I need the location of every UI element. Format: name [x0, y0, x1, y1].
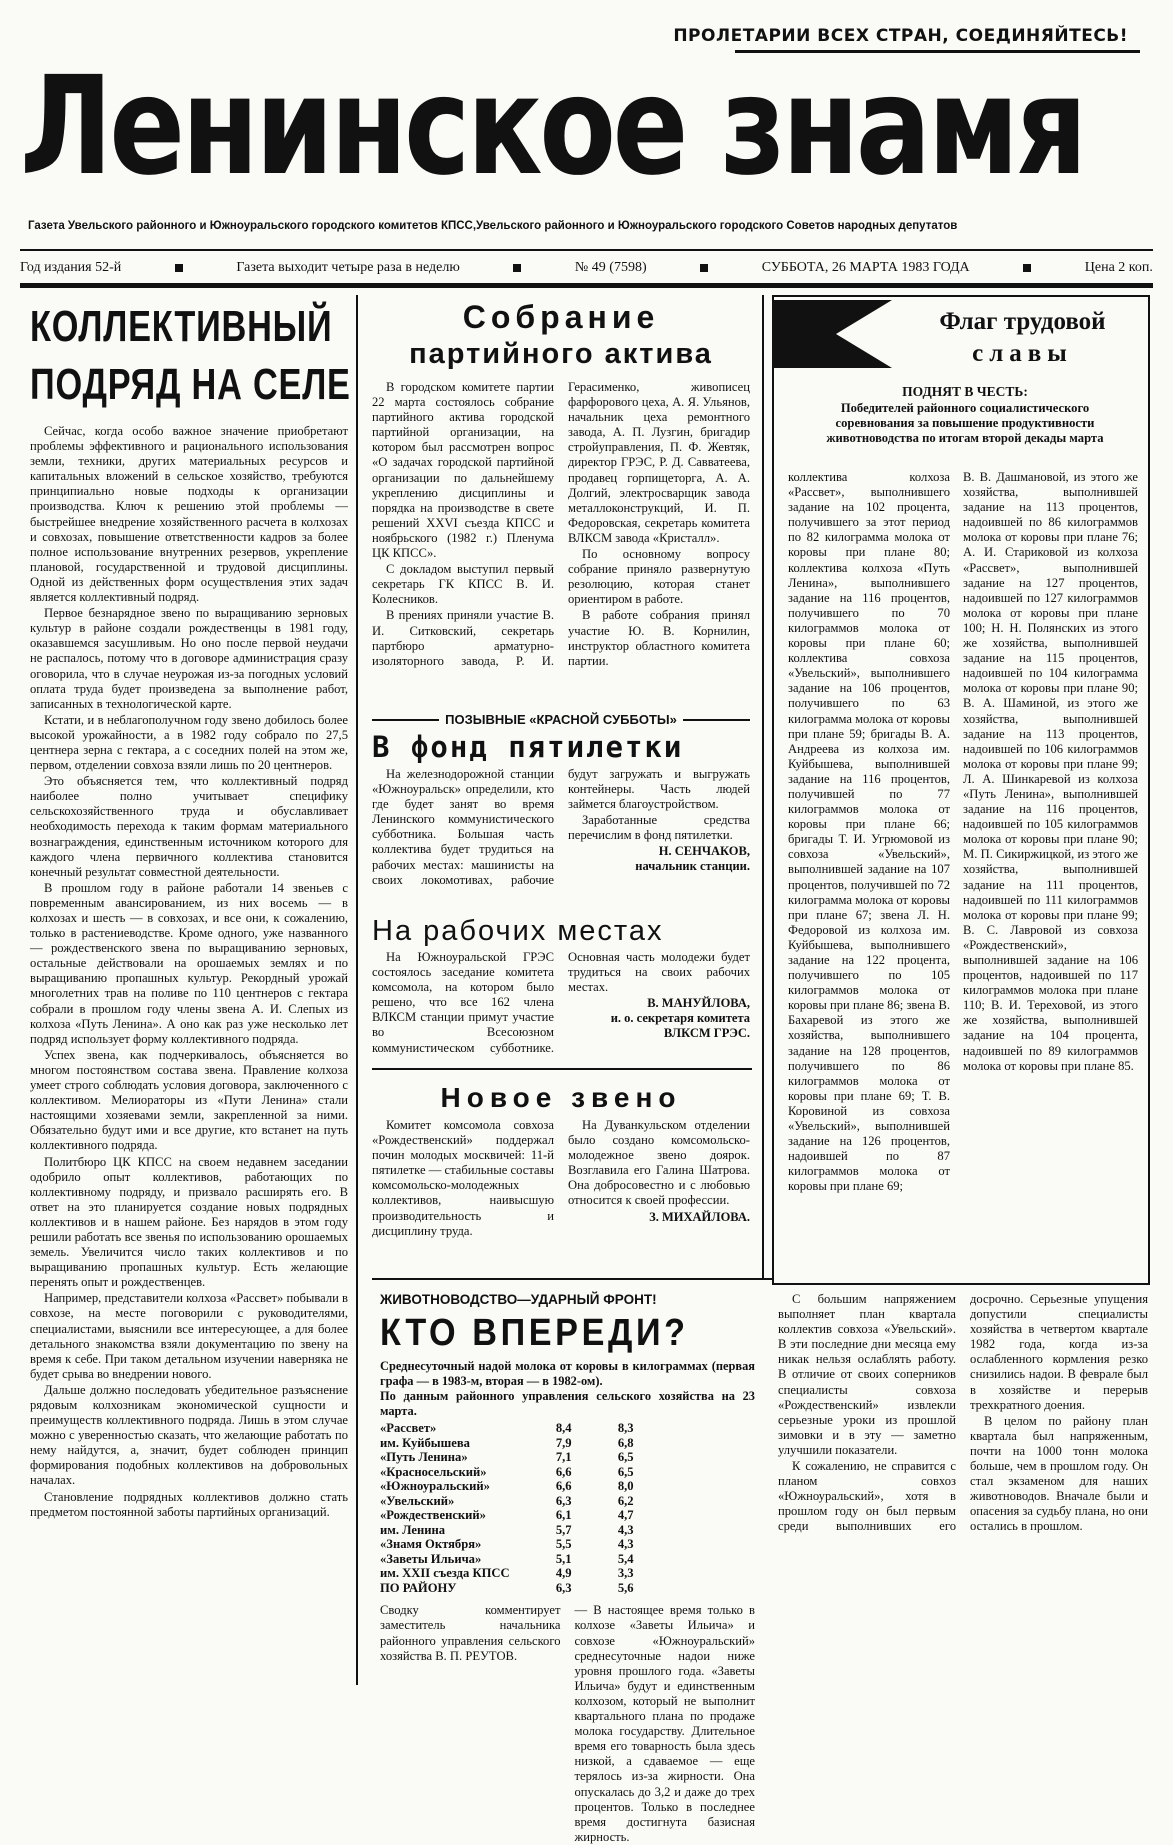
paragraph: К сожалению, не справится с планом совхоз «Южноуральский», хотя в прошлом году он был первым среди выполнивших его досрочно. Серьезные упущения допустили специалисты хозяйства в четвертом квартале 1982 года, когда из-за ослабленного кормления резко снизились надои. В феврале был в хозяйстве и перерыв трехкратного доения.	[778, 1292, 1148, 1534]
year-of-issue: Год издания 52-й	[20, 260, 122, 275]
article-body	[372, 767, 750, 888]
paragraph: Это объясняется тем, что коллективный подряд наиболее полно учитывает специфику сельскохозяйственного труда и обуславливает необходимость перехода к таким формам материального вознаграждения, единственным источником которого для каждого члена первичного коллектива становится конечный результат совместной деятельности.	[30, 774, 348, 879]
paragraph: Например, представители колхоза «Рассвет» побывали в совхозе, на месте поговорили с руководителями, специалистами, выяснили все интересующее, а для более детального знакомства взяли документацию по звену на время к себе. При таком детальном изучении наверняка не будет срыва во внедрении нового.	[30, 1291, 348, 1381]
paragraph: Первое безнарядное звено по выращиванию зерновых культур в районе создали рождественцы в 1981 году, оказавшемся засушливым. Но оно после первой неудачи не распалось, потому что в договоре администрация сразу оговорила, что в случае неурожая из-за погодных условий оплата труда будет произведена за выполнение работ, записанных в технологической карте.	[30, 606, 348, 711]
rubric-vperedi: ЖИВОТНОВОДСТВО—УДАРНЫЙ ФРОНТ!	[380, 1292, 657, 1307]
section-subbotnik	[372, 712, 750, 907]
paragraph: На Южноуральской ГРЭС состоялось заседание комитета комсомола, на котором было решено, что все 162 члена ВЛКСМ станции примут участие во Всесоюзном коммунистическом субботнике. Основная часть молодежи будет трудиться на своих рабочих местах.	[372, 950, 750, 1055]
paragraph: По основному вопросу собрание приняло развернутую резолюцию, которая станет ориентиром в работе.	[568, 547, 750, 607]
table-row	[380, 1523, 634, 1538]
signature-name: В. МАНУЙЛОВА,	[647, 996, 750, 1011]
yield-1982: 6,2	[617, 1493, 634, 1508]
paragraph: Сейчас, когда особо важное значение приобретают проблемы эффективного и рационального использования земли, техники, других материальных ресурсов и капитальных вложений в сельское хозяйство, требуются принципиально новые подходы к организации производства. Ключ к решению этой проблемы — быстрейшее внедрение хозяйственного расчета в колхозах и совхозах, повышение ответственности кадров за более полное использование внутренних резервов, укрепление плановой, государственной и трудовой дисциплины. Одной из действенных форм осуществления этих задач является коллективный подряд.	[30, 424, 348, 605]
paragraph: Дальше должно последовать убедительное разъяснение рядовым колхозникам экономической сущности и преимуществ коллективного подряда. Лишь в этом случае можно с уверенностью сказать, что желающие работать по нему найдутся, а, значит, будет соблюден принцип формирования подобных коллективов на добровольных началах.	[30, 1382, 348, 1488]
table-row	[380, 1479, 634, 1494]
section-rule	[372, 1278, 772, 1280]
flag-icon	[774, 298, 894, 370]
yield-1982: 5,6	[617, 1580, 634, 1595]
headline-sobranie-2: партийного актива	[409, 338, 713, 370]
yield-1982: 6,5	[617, 1450, 634, 1465]
farm-name: «Рождественский»	[380, 1508, 486, 1523]
yield-1983: 5,5	[555, 1537, 572, 1552]
info-bar	[20, 257, 1153, 279]
yield-1982: 3,3	[617, 1566, 634, 1581]
comment-start: — В настоящее время только в колхозе «Заветы Ильича» и совхозе «Южноуральский» среднесуточные надои ниже уровня прошлого года. «Заветы Ильича» будут и единственным колхозом, который не выполнит квартального плана по продаже молока государству. Длительное время его товарность была здесь низкой, а сдаваемое — еще терялось из-за жирности. Она опускалась до 3,2 и даже до трех процентов. Только в последнее время достигнута базисная жирность.	[574, 1603, 755, 1844]
article-body	[372, 950, 750, 1056]
yield-1982: 6,5	[617, 1464, 634, 1479]
farm-name: «Знамя Октября»	[380, 1537, 482, 1552]
section-rule	[372, 1068, 752, 1070]
signature-title: и. о. секретаря комитета ВЛКСМ ГРЭС.	[610, 1011, 750, 1041]
column-divider	[762, 295, 764, 1280]
paragraph: Политбюро ЦК КПСС на своем недавнем заседании одобрило опыт коллективов, работающих по коллективному подряду, и призвало расширять его. В ответ на это планируется создание новых подрядных коллективов и в нашем районе. Без нарядов в этом году решили работать все звенья по использованию орошаемых земель. Увеличится число таких коллективов и по выращиванию пропашных культур. Есть желающие перенять опыт и рождественцев.	[30, 1154, 348, 1290]
table-row	[380, 1450, 634, 1465]
article-vperedi	[380, 1292, 755, 1844]
paragraph: Кстати, и в неблагополучном году звено добилось более высокой урожайности, а в 1982 году собрало по 27,5 центнера зерна с гектара, а с соседних полей на этом же, первом, отделении совхоза взяли лишь по 20 центнеров.	[30, 712, 348, 773]
square-bullet-icon	[1023, 264, 1031, 272]
yield-1982: 5,4	[617, 1551, 634, 1566]
article-sobranie	[372, 298, 750, 708]
issue-number: № 49 (7598)	[574, 260, 647, 275]
yield-1982: 4,3	[617, 1537, 634, 1552]
farm-name: «Южноуральский»	[380, 1479, 490, 1494]
headline-rabochie: На рабочих местах	[372, 915, 664, 947]
farm-name: им. Ленина	[380, 1522, 446, 1537]
yield-1982: 8,3	[617, 1421, 634, 1436]
yield-1982: 4,3	[617, 1522, 634, 1537]
paragraph: Заработанные средства перечислим в фонд пятилетки.	[568, 813, 750, 843]
table-row	[380, 1581, 634, 1596]
article-vperedi-continued	[778, 1292, 1148, 1692]
yield-1982: 6,8	[617, 1435, 634, 1450]
masthead-subtitle: Газета Увельского районного и Южноуральского городского комитетов КПСС,Увельского районного и Южноуральского городского Советов народных депутатов	[28, 220, 958, 232]
frequency: Газета выходит четыре раза в неделю	[236, 260, 460, 275]
signature-title: начальник станции.	[635, 859, 750, 874]
header-rule-bottom	[20, 283, 1153, 288]
farm-name: им. XXII съезда КПСС	[380, 1566, 510, 1581]
farm-name: «Заветы Ильича»	[380, 1551, 482, 1566]
paragraph: На железнодорожной станции «Южноуральск» определили, кто где будет занят во время Ленинского коммунистического субботника. Большая часть коллектива будет трудиться на рабочих местах: машинисты на своих локомотивах, рабочие будут загружать и выгружать контейнеры. Часть людей займется благоустройством.	[372, 767, 750, 887]
issue-date: СУББОТА, 26 МАРТА 1983 ГОДА	[761, 260, 970, 275]
signature-name: З. МИХАЙЛОВА.	[649, 1209, 750, 1224]
paragraph: Комитет комсомола совхоза «Рождественский» поддержал почин молодых москвичей: 11-й пятилетке — стабильные составы комсомольско-молодежных коллективов, наивысшую производительность и дисциплину труда.	[372, 1118, 554, 1238]
headline-vperedi: КТО ВПЕРЕДИ?	[380, 1312, 689, 1354]
table-row	[380, 1566, 634, 1581]
table-row	[380, 1537, 634, 1552]
article-body	[372, 380, 750, 669]
headline-fond: В фонд пятилетки	[372, 730, 684, 764]
article-podryad	[30, 298, 351, 1693]
table-row	[380, 1494, 634, 1509]
article-zveno	[372, 1078, 750, 1273]
article-body	[30, 424, 348, 1520]
yield-1983: 6,3	[555, 1580, 572, 1595]
header-rule-top	[20, 249, 1153, 251]
paragraph: Становление подрядных коллективов должно стать предметом постоянной заботы партийных организаций.	[30, 1489, 348, 1519]
paragraph: В прошлом году в районе работали 14 звеньев с повременным авансированием, из них восемь — в колхозах и шесть — в совхозах, и все они, к сожалению, только в растениеводстве. Кроме одного, уже названного — рождественского звена по выращиванию зерновых, остальные действовали на орошаемых землях и по выращиванию пропашных культур. Рекордный урожай многолетних трав на поливе по 110 центнеров с гектара собрали в прошлом году члены звена А. И. Слепых из колхоза «Путь Ленина». А оно как раз уже несколько лет подряд использует форму коллективного подряда.	[30, 880, 348, 1046]
masthead: Ленинское знамя	[20, 48, 1085, 206]
yield-1983: 5,7	[555, 1522, 572, 1537]
farm-name: «Путь Ленина»	[380, 1450, 468, 1465]
farm-name: «Красносельский»	[380, 1464, 487, 1479]
yield-1983: 7,9	[555, 1435, 572, 1450]
flag-intro: Победителей районного социалистического соревнования за повышение продуктивности животноводства по итогам второй декады марта	[826, 401, 1104, 445]
farm-name: «Рассвет»	[380, 1421, 437, 1436]
headline-flag-2: славы	[972, 340, 1073, 367]
flag-headline-block	[900, 306, 1145, 386]
square-bullet-icon	[700, 264, 708, 272]
table-row	[380, 1508, 634, 1523]
yield-1983: 6,6	[555, 1464, 572, 1479]
paragraph: Успех звена, как подчеркивалось, объясняется во многом постоянством состава звена. Правление колхоза умеет строго соблюдать условия договора, заключенного с коллективом. Мелиораторы из «Пути Ленина» стали настоящими хозяевами земли, закрепленной за ними. Обязательно будут ими и все другие, кто встанет на путь коллективного подряда.	[30, 1047, 348, 1153]
paragraph: В городском комитете партии 22 марта состоялось собрание партийного актива городской партийной организации, на котором был рассмотрен вопрос «О задачах городской партийной организации по дальнейшему укреплению дисциплины и порядка на производстве в свете решений XXVI съезда КПСС и ноябрьского (1982 г.) Пленума ЦК КПСС».	[372, 380, 554, 561]
column-divider	[356, 295, 358, 1685]
article-body	[372, 1118, 750, 1239]
flag-intro-block	[800, 384, 1130, 479]
table-row	[380, 1421, 634, 1436]
rubric-subbotnik: ПОЗЫВНЫЕ «КРАСНОЙ СУББОТЫ»	[445, 712, 677, 727]
paragraph: В прениях приняли участие В. И. Ситковский, секретарь партбюро арматурно-изоляторного завода, Р. И. Герасименко, живописец фарфорового цеха, А. Я. Ульянов, начальник цеха ремонтного завода, А. П. Лузгин, бригадир стройуправления, П. Ф. Жевтяк, директор ГРЭС, Р. Д. Савватеева, продавец горпищеторга, А. А. Долгий, электросварщик завода металлоконструкций, И. П. Федоровская, секретарь комитета ВЛКСМ завода «Кристалл».	[372, 380, 750, 668]
farm-name: «Увельский»	[380, 1493, 455, 1508]
paragraph: С большим напряжением выполняет план квартала коллектив совхоза «Увельский». В эти последние дни месяца ему никак нельзя ослаблять работу. В отличие от своих соперников специалисты совхоза «Рождественский» извлекли серьезные уроки из прошлой зимовки и в эту — заметно улучшили показатели.	[778, 1292, 956, 1457]
table-source: По данным районного управления сельского хозяйства на 23 марта.	[380, 1389, 755, 1419]
table-intro: Среднесуточный надой молока от коровы в килограммах (первая графа — в 1983-м, вторая — в 1982-ом).	[380, 1359, 755, 1389]
yield-1983: 4,9	[555, 1566, 572, 1581]
paragraph: С докладом выступил первый секретарь ГК КПСС В. И. Колесников.	[372, 562, 554, 607]
paragraph: В работе собрания принял участие Ю. В. Корнилин, инструктор областного комитета партии.	[568, 608, 750, 668]
square-bullet-icon	[175, 264, 183, 272]
farm-name: им. Куйбышева	[380, 1435, 470, 1450]
yield-1983: 6,1	[555, 1508, 572, 1523]
motto: ПРОЛЕТАРИИ ВСЕХ СТРАН, СОЕДИНЯЙТЕСЬ!	[673, 26, 1128, 46]
table-row	[380, 1465, 634, 1480]
yield-1982: 4,7	[617, 1508, 634, 1523]
milk-yield-table	[380, 1421, 634, 1595]
signature-name: Н. СЕНЧАКОВ,	[658, 844, 750, 859]
yield-1983: 8,4	[555, 1421, 572, 1436]
flag-list-left: коллектива колхоза «Рассвет», выполнившего задание на 102 процента, получившего за этот период по 82 килограмма молока от коровы при плане 80; коллектива колхоза «Путь Ленина», выполнившего задание на 116 процентов, получившего по 70 килограммов молока от коровы при плане 60; коллектива совхоза «Увельский», выполнившего задание на 106 процентов, получившего по 63 килограмма молока от коровы при плане 59; бригады В. А. Андреева из колхоза им. Куйбышева, выполнившей задание на 116 процентов, получившей по 77 килограммов молока от коровы при плане 66; бригады Т. И. Угрюмовой из совхоза «Увельский», выполнившей задание на 107 процентов, получившей по 72 килограмма молока от коровы при плане 67; звена Л. Н. Федоровой из колхоза им. Куйбышева, выполнившего задание на 122 процента, получившего по 105 килограммов молока от коровы при плане 86; звена В. Бахаревой из этого же хозяйства, выполнившего задание на 128 процентов, получившего по 86 килограммов молока от коровы при плане 69; Т. В. Коровиной из совхоза «Увельский», выполнившей задание на 126 процентов, надоившей по 87 килограммов молока от коровы при плане 69;	[788, 470, 950, 1194]
comment-intro: Сводку комментирует заместитель начальника районного управления сельского хозяйства В. П. РЕУТОВ.	[380, 1603, 561, 1663]
headline-flag-1: Флаг трудовой	[939, 308, 1106, 335]
article-rabochie	[372, 912, 750, 1062]
headline-zveno: Новое звено	[440, 1082, 682, 1113]
price: Цена 2 коп.	[1084, 260, 1153, 275]
yield-1983: 7,1	[555, 1450, 572, 1465]
table-row	[380, 1552, 634, 1567]
square-bullet-icon	[513, 264, 521, 272]
headline-sobranie-1: Собрание	[462, 299, 660, 335]
headline-podryad-1: КОЛЛЕКТИВНЫЙ	[30, 302, 333, 351]
table-row	[380, 1436, 634, 1451]
farm-name: ПО РАЙОНУ	[380, 1580, 457, 1595]
flag-list-right: В. В. Дашмановой, из этого же хозяйства, выполнившей задание на 113 процентов, надоившей по 86 килограммов молока от коровы при плане 76; А. И. Стариковой из колхоза «Рассвет», выполнившей задание на 127 процентов, надоившей по 127 килограммов молока от коровы при плане 100; Н. Н. Полянских из этого же хозяйства, выполнившей задание на 115 процентов, надоившей по 104 килограмма молока от коровы при плане 90; В. А. Шаминой, из этого же хозяйства, выполнившей задание на 113 процентов, надоившей по 106 килограммов молока от коровы при плане 99; Л. А. Шинкаревой из колхоза «Путь Ленина», выполнившей задание на 116 процентов, надоившей по 105 килограммов молока от коровы при плане 90; М. П. Сикиржицкой, из этого же хозяйства, выполнившей задание на 111 процентов, надоившей по 111 килограммов молока от коровы при плане 99; В. С. Лавровой из совхоза «Рождественский», выполнившей задание на 106 процентов, надоившей по 117 килограммов молока при плане 110; В. И. Тереховой, из этого же хозяйства, выполнившей задание на 104 процента, надоившей по 89 килограммов молока от коровы при плане 85.	[963, 470, 1138, 1073]
yield-1983: 5,1	[555, 1551, 572, 1566]
paragraph: В целом по району план квартала был напряженным, почти на 1000 тонн молока больше, чем в прошлом году. Он стал экзаменом для наших животноводов. Вначале были и опасения за судьбу плана, но они остались в прошлом.	[970, 1413, 1148, 1534]
yield-1983: 6,6	[555, 1479, 572, 1494]
flag-raised-label: ПОДНЯТ В ЧЕСТЬ:	[902, 384, 1028, 399]
paragraph: На Дуванкульском отделении было создано комсомольско-молодежное звено доярок. Возглавила его Галина Шатрова. Она добросовестно и с любовью относится к своей профессии.	[568, 1118, 750, 1208]
yield-1982: 8,0	[617, 1479, 634, 1494]
yield-1983: 6,3	[555, 1493, 572, 1508]
headline-podryad-2: ПОДРЯД НА СЕЛЕ	[30, 360, 351, 409]
